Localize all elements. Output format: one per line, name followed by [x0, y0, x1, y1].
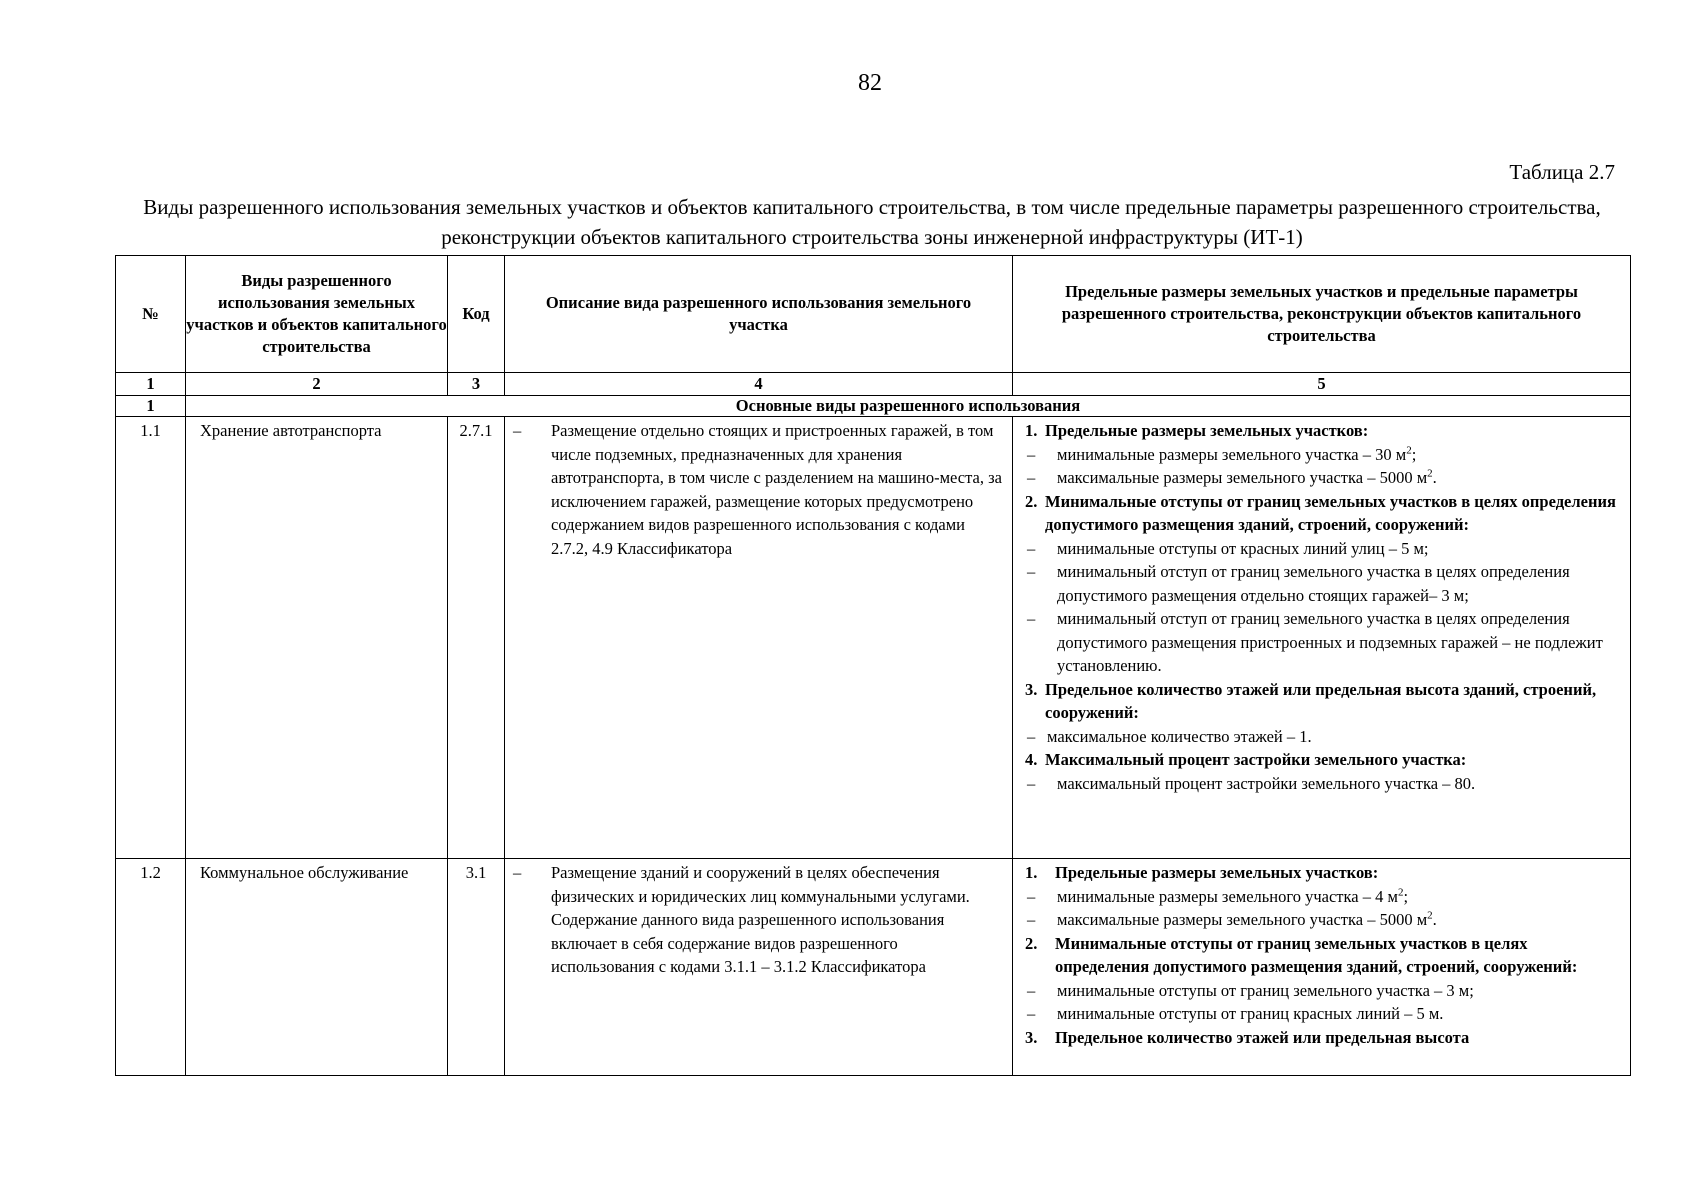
column-number: 3: [448, 373, 505, 396]
param-item: минимальные отступы от границ красных линий – 5 м.: [1057, 1004, 1444, 1023]
page-number: 82: [858, 70, 882, 96]
param-number: 4.: [1025, 750, 1038, 769]
dash-marker: –: [1027, 609, 1036, 628]
dash-marker: –: [1027, 910, 1036, 929]
table-label: Таблица 2.7: [1509, 160, 1615, 184]
row-name: Коммунальное обслуживание: [186, 859, 448, 1076]
header-kind: Виды разрешенного использования земельных участков и объектов капитального строительства: [186, 256, 448, 373]
param-number: 3.: [1025, 1027, 1038, 1047]
dash-marker: –: [513, 421, 522, 440]
param-number: 2.: [1025, 491, 1038, 511]
header-num: №: [116, 256, 186, 373]
column-number: 1: [116, 373, 186, 396]
param-heading: Максимальный процент застройки земельного участка:: [1045, 750, 1467, 769]
row-params: [1013, 417, 1631, 859]
section-row: [116, 396, 1631, 417]
column-number: 5: [1013, 373, 1631, 396]
column-number-row: [116, 373, 1631, 396]
dash-marker: –: [1027, 726, 1036, 746]
regulations-table: [115, 255, 1631, 1076]
row-num: 1.1: [116, 417, 186, 859]
section-title: Основные виды разрешенного использования: [186, 396, 1631, 417]
header-params: Предельные размеры земельных участков и предельные параметры разрешенного строительства, реконструкции объектов капитального строительства: [1013, 256, 1631, 373]
param-item: минимальный отступ от границ земельного участка в целях определения допустимого размещения отдельно стоящих гаражей– 3 м;: [1057, 562, 1570, 605]
row-description: [505, 859, 1013, 1076]
column-number: 4: [505, 373, 1013, 396]
dash-marker: –: [513, 863, 522, 882]
description-text: Размещение зданий и сооружений в целях обеспечения физических и юридических лиц коммунальными услугами. Содержание данного вида разрешенного использования включает в себя содержание видов разрешенного использования с кодами 3.1.1 – 3.1.2 Классификатора: [551, 863, 970, 976]
param-heading: Предельные размеры земельных участков:: [1055, 863, 1379, 882]
row-description: [505, 417, 1013, 859]
header-description: Описание вида разрешенного использования земельного участка: [505, 256, 1013, 373]
dash-marker: –: [1027, 773, 1036, 793]
param-item: максимальные размеры земельного участка – 5000 $м^2$.: [1057, 467, 1437, 487]
param-heading: Предельное количество этажей или предельная высота зданий, строений, сооружений:: [1045, 679, 1597, 722]
table-title: Виды разрешенного использования земельных участков и объектов капитального строительства, в том числе предельные параметры разрешенного строительства, реконструкции объектов капитального строительства зоны инженерной инфраструктуры (ИТ-1): [143, 195, 1601, 249]
param-number: 1.: [1025, 863, 1038, 882]
param-heading: Минимальные отступы от границ земельных участков в целях определения допустимого размещения зданий, строений, сооружений:: [1055, 933, 1578, 976]
param-item: минимальные отступы от красных линий улиц – 5 м;: [1057, 538, 1429, 558]
dash-marker: –: [1027, 562, 1036, 581]
param-item: максимальные размеры земельного участка – 5000 $м^2$.: [1057, 909, 1437, 929]
dash-marker: –: [1027, 468, 1036, 487]
description-text: Размещение отдельно стоящих и пристроенных гаражей, в том числе подземных, предназначенных для хранения автотранспорта, в том числе с разделением на машино-места, за исключением гаражей, размещение которых предусмотрено содержанием видов разрешенного использования с кодами 2.7.2, 4.9 Классификатора: [551, 421, 1002, 558]
param-number: 3.: [1025, 679, 1038, 699]
dash-marker: –: [1027, 980, 1036, 1000]
param-heading: Минимальные отступы от границ земельных участков в целях определения допустимого размещения зданий, строений, сооружений:: [1045, 491, 1616, 534]
row-code: 2.7.1: [448, 417, 505, 859]
dash-marker: –: [1027, 1004, 1036, 1023]
param-item: максимальный процент застройки земельного участка – 80.: [1057, 773, 1476, 793]
header-row: [116, 256, 1631, 373]
row-code: 3.1: [448, 859, 505, 1076]
table-row: [116, 417, 1631, 859]
param-item: минимальные размеры земельного участка – 30 $м^2$;: [1057, 444, 1417, 464]
param-item: минимальные размеры земельного участка – 4 $м^2$;: [1057, 886, 1409, 906]
row-params: [1013, 859, 1631, 1076]
param-item: максимальное количество этажей – 1.: [1047, 726, 1312, 746]
param-heading: Предельное количество этажей или предельная высота: [1055, 1027, 1470, 1047]
header-code: Код: [448, 256, 505, 373]
param-number: 2.: [1025, 933, 1038, 953]
param-number: 1.: [1025, 421, 1038, 440]
param-heading: Предельные размеры земельных участков:: [1045, 421, 1369, 440]
section-num: 1: [116, 396, 186, 417]
dash-marker: –: [1027, 538, 1036, 558]
column-number: 2: [186, 373, 448, 396]
param-item: минимальные отступы от границ земельного участка – 3 м;: [1057, 980, 1474, 1000]
dash-marker: –: [1027, 444, 1036, 464]
param-item: минимальный отступ от границ земельного участка в целях определения допустимого размещения пристроенных и подземных гаражей – не подлежит установлению.: [1057, 609, 1603, 675]
row-name: Хранение автотранспорта: [186, 417, 448, 859]
row-num: 1.2: [116, 859, 186, 1076]
table-row: [116, 859, 1631, 1076]
dash-marker: –: [1027, 886, 1036, 906]
